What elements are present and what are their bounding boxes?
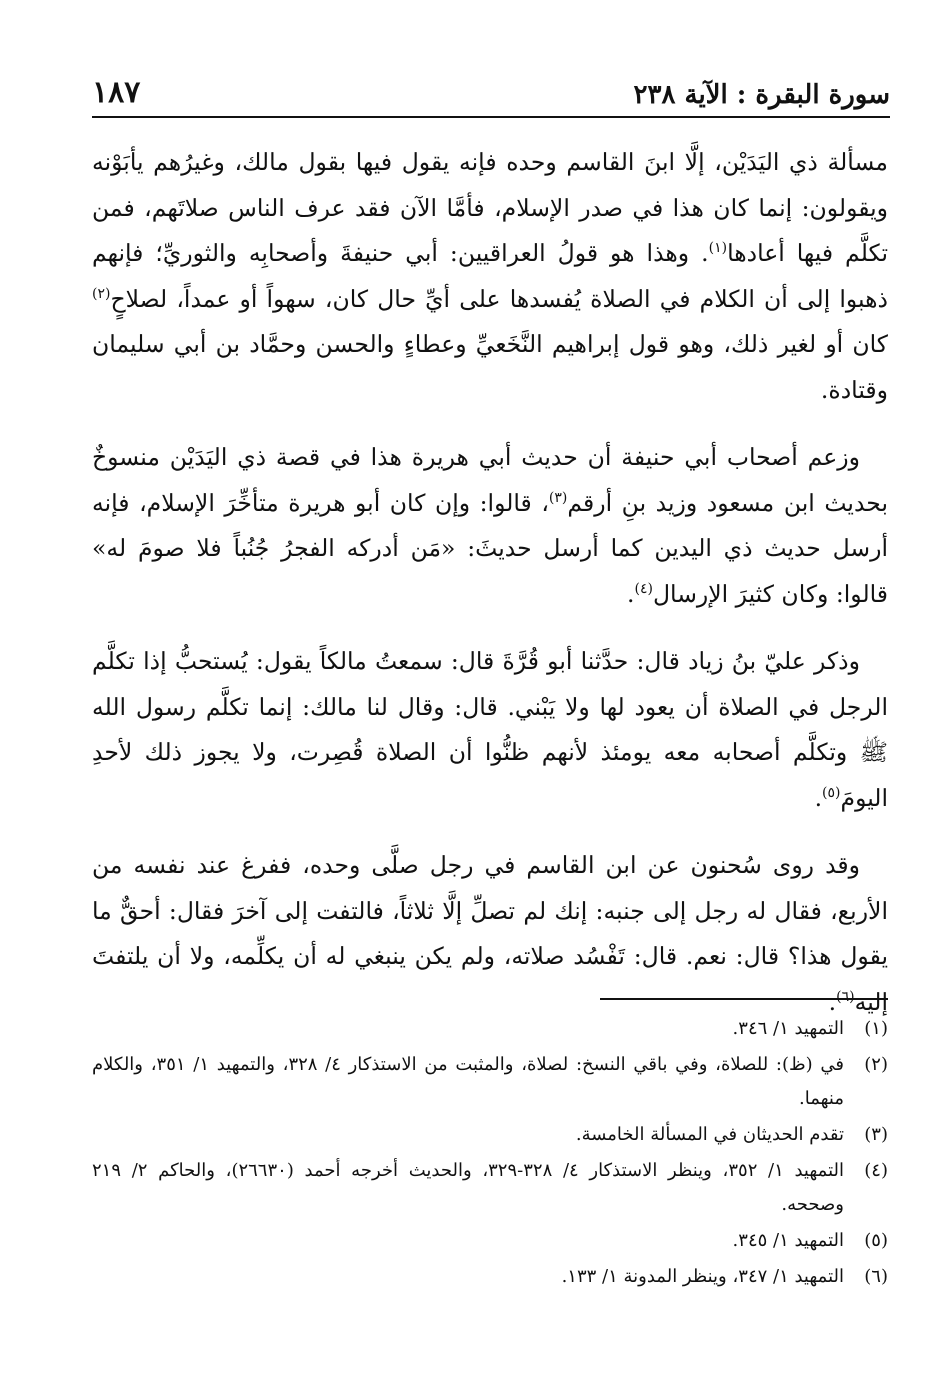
footnote-mark-5: (٥) (822, 784, 841, 801)
paragraph-3: وذكر عليّ بنُ زياد قال: حدَّثنا أبو قُرَّةَ قال: سمعتُ مالكاً يقول: يُستحبُّ إذا تكلَّم الرجل في الصلاة أن يعود لها ولا يَبْني. قال: وقال لنا مالك: إنما تكلَّم رسول الله ﷺ وتكلَّم أصحابه معه يومئذ لأنهم ظنُّوا أن الصلاة قُصِرت، ولا يجوز ذلك لأحدِ اليومَ$^{(٥)}$. (92, 647, 888, 812)
paragraph-1: مسألة ذي اليَدَيْن، إلَّا ابنَ القاسم وحده فإنه يقول فيها بقول مالك، وغيرُهم يأبَوْنه ويقولون: إنما كان هذا في صدر الإسلام، فأمَّا الآن فقد عرف الناس صلاتَهم، فمن تكلَّم فيها أعادها$^{(١)}$. وهذا هو قولُ العراقيين: أبي حنيفةَ وأصحابِه والثوريِّ؛ فإنهم ذهبوا إلى أن الكلام في الصلاة يُفسدها على أيِّ حال كان، سهواً أو عمداً، لصلاحٍ$^{(٢)}$ كان أو لغير ذلك، وهو قول إبراهيم النَّخَعيِّ وعطاءٍ والحسن وحمَّاد بن أبي سليمان وقتادة. (92, 148, 888, 404)
header-divider (92, 116, 890, 118)
running-header (92, 64, 890, 110)
footnote-mark-1: (١) (708, 240, 728, 257)
footnote-mark-2: (٢) (92, 285, 111, 302)
footnote-divider (600, 998, 888, 1000)
footnote-item: (٢) في (ظ): للصلاة، وفي باقي النسخ: لصلاة، والمثبت من الاستذكار ٤/ ٣٢٨، والتمهيد ١/ ٣٥١، والكلام منهما. (92, 1054, 888, 1109)
footnote-mark-3: (٣) (548, 489, 568, 506)
paragraph-2: وزعم أصحاب أبي حنيفة أن حديث أبي هريرة هذا في قصة ذي اليَدَيْن منسوخٌ بحديث ابن مسعود وزيد بنِ أرقم$^{(٣)}$، قالوا: وإن كان أبو هريرة متأخِّرَ الإسلام، فإنه أرسل حديث ذي اليدين كما أرسل حديثَ: «مَن أدركه الفجرُ جُنُباً فلا صومَ له» قالوا: وكان كثيرَ الإرسال$^{(٤)}$. (92, 443, 888, 608)
footnote-item: (٦) التمهيد ١/ ٣٤٧، وينظر المدونة ١/ ١٣٣. (561, 1266, 888, 1287)
footnote-item: (٥) التمهيد ١/ ٣٤٥. (732, 1230, 888, 1251)
footnote-item: (٤) التمهيد ١/ ٣٥٢، وينظر الاستذكار ٤/ ٣٢٨-٣٢٩، والحديث أخرجه أحمد (٢٦٦٣٠)، والحاكم ٢/ ٢١٩ وصححه. (92, 1160, 888, 1215)
footnote-item: (٣) تقدم الحديثان في المسألة الخامسة. (575, 1124, 888, 1145)
paragraph-4: وقد روى سُحنون عن ابن القاسم في رجل صلَّى وحده، ففرغ عند نفسه من الأربع، فقال له رجل إلى جنبه: إنك لم تصلِّ إلَّا ثلاثاً، فالتفت إلى آخرَ فقال: أحقٌّ ما يقول هذا؟ قال: نعم. قال: تَفْسُد صلاته، ولم يكن ينبغي له أن يكلِّمه، ولا أن يلتفتَ إليه$^{(٦)}$. (92, 851, 888, 1016)
main-text (92, 140, 888, 1047)
footnotes (92, 1012, 888, 1296)
footnote-item: (١) التمهيد ١/ ٣٤٦. (732, 1018, 888, 1039)
surah-title: سورة البقرة : الآية ٢٣٨ (633, 80, 890, 110)
page-number: ١٨٧ (92, 75, 141, 110)
footnote-mark-6: (٦) (836, 988, 855, 1005)
footnote-mark-4: (٤) (634, 580, 653, 597)
